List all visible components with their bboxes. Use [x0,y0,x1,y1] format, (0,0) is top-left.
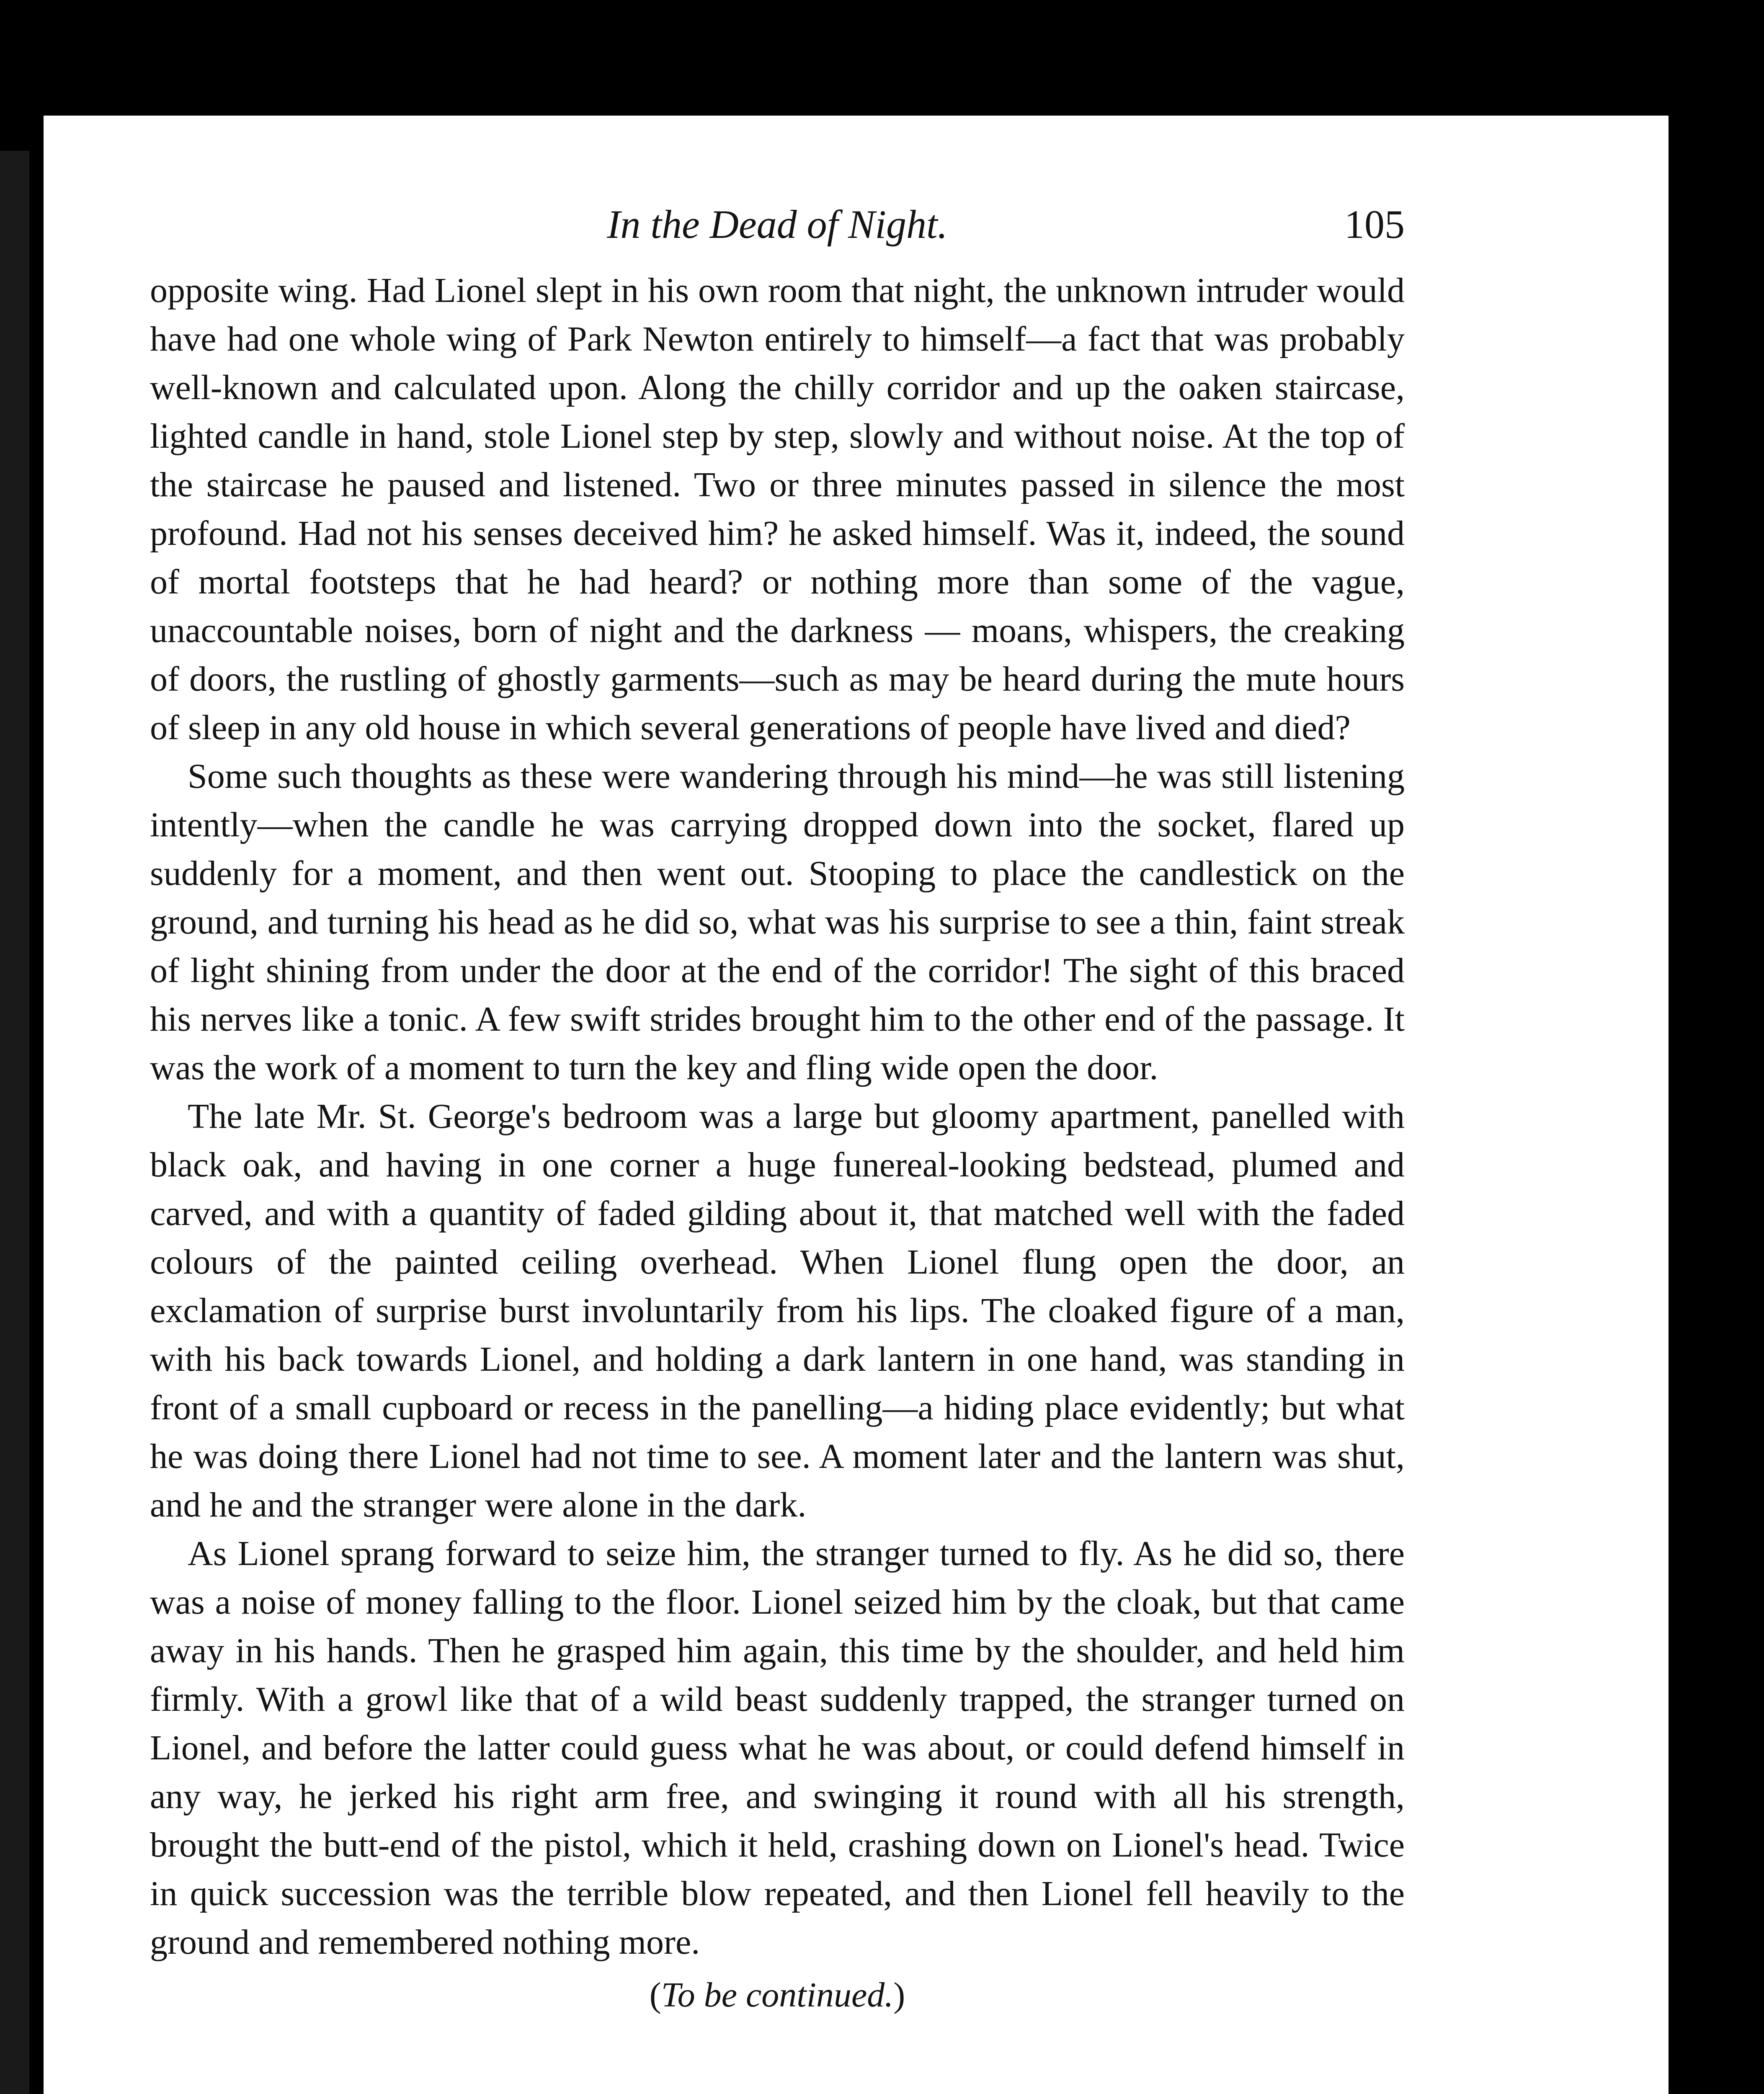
book-page [44,116,1669,2094]
body-text [150,266,1405,1967]
paragraph: The late Mr. St. George's bedroom was a large but gloomy apartment, panelled with black oak, and having in one corner a huge funereal-looking bedstead, plumed and carved, and with a quantity of faded gilding about it, that matched well with the faded colours of the painted ceiling overhead. When Lionel flung open the door, an exclamation of surprise burst involuntarily from his lips. The cloaked figure of a man, with his back towards Lionel, and holding a dark lantern in one hand, was standing in front of a small cupboard or recess in the panelling—a hiding place evidently; but what he was doing there Lionel had not time to see. A moment later and the lantern was shut, and he and the stranger were alone in the dark. [150,1097,1405,1524]
running-head [150,199,1405,266]
adjacent-page-edge [0,151,29,2094]
page-content [150,199,1405,2019]
open-paren: ( [649,1975,661,2014]
continued-text: To be continued. [661,1975,894,2014]
paragraph: Some such thoughts as these were wandering through his mind—he was still listening intently—when the candle he was carrying dropped down into the socket, flared up suddenly for a moment, and then went out. Stooping to place the candlestick on the ground, and turning his head as he did so, what was his surprise to see a thin, faint streak of light shining from under the door at the end of the corridor! The sight of this braced his nerves like a tonic. A few swift strides brought him to the other end of the passage. It was the work of a moment to turn the key and fling wide open the door. [150,757,1405,1087]
page-number: 105 [1344,202,1405,247]
paragraph: As Lionel sprang forward to seize him, the stranger turned to fly. As he did so, there was a noise of money falling to the floor. Lionel seized him by the cloak, but that came away in his hands. Then he grasped him again, this time by the shoulder, and held him firmly. With a growl like that of a wild beast suddenly trapped, the stranger turned on Lionel, and before the latter could guess what he was about, or could defend himself in any way, he jerked his right arm free, and swinging it round with all his strength, brought the butt-end of the pistol, which it held, crashing down on Lionel's head. Twice in quick succession was the terrible blow repeated, and then Lionel fell heavily to the ground and remembered nothing more. [150,1534,1405,1962]
running-title: In the Dead of Night. [607,202,948,247]
close-paren: ) [893,1975,905,2014]
paragraph: opposite wing. Had Lionel slept in his own room that night, the unknown intruder would have had one whole wing of Park Newton entirely to himself—a fact that was probably well-known and calculated upon. Along the chilly corridor and up the oaken staircase, lighted candle in hand, stole Lionel step by step, slowly and without noise. At the top of the staircase he paused and listened. Two or three minutes passed in silence the most profound. Had not his senses deceived him? he asked himself. Was it, indeed, the sound of mortal footsteps that he had heard? or nothing more than some of the vague, unaccountable noises, born of night and the darkness — moans, whispers, the creaking of doors, the rustling of ghostly garments—such as may be heard during the mute hours of sleep in any old house in which several generations of people have lived and died? [150,271,1405,747]
to-be-continued-note [150,1971,1405,2019]
